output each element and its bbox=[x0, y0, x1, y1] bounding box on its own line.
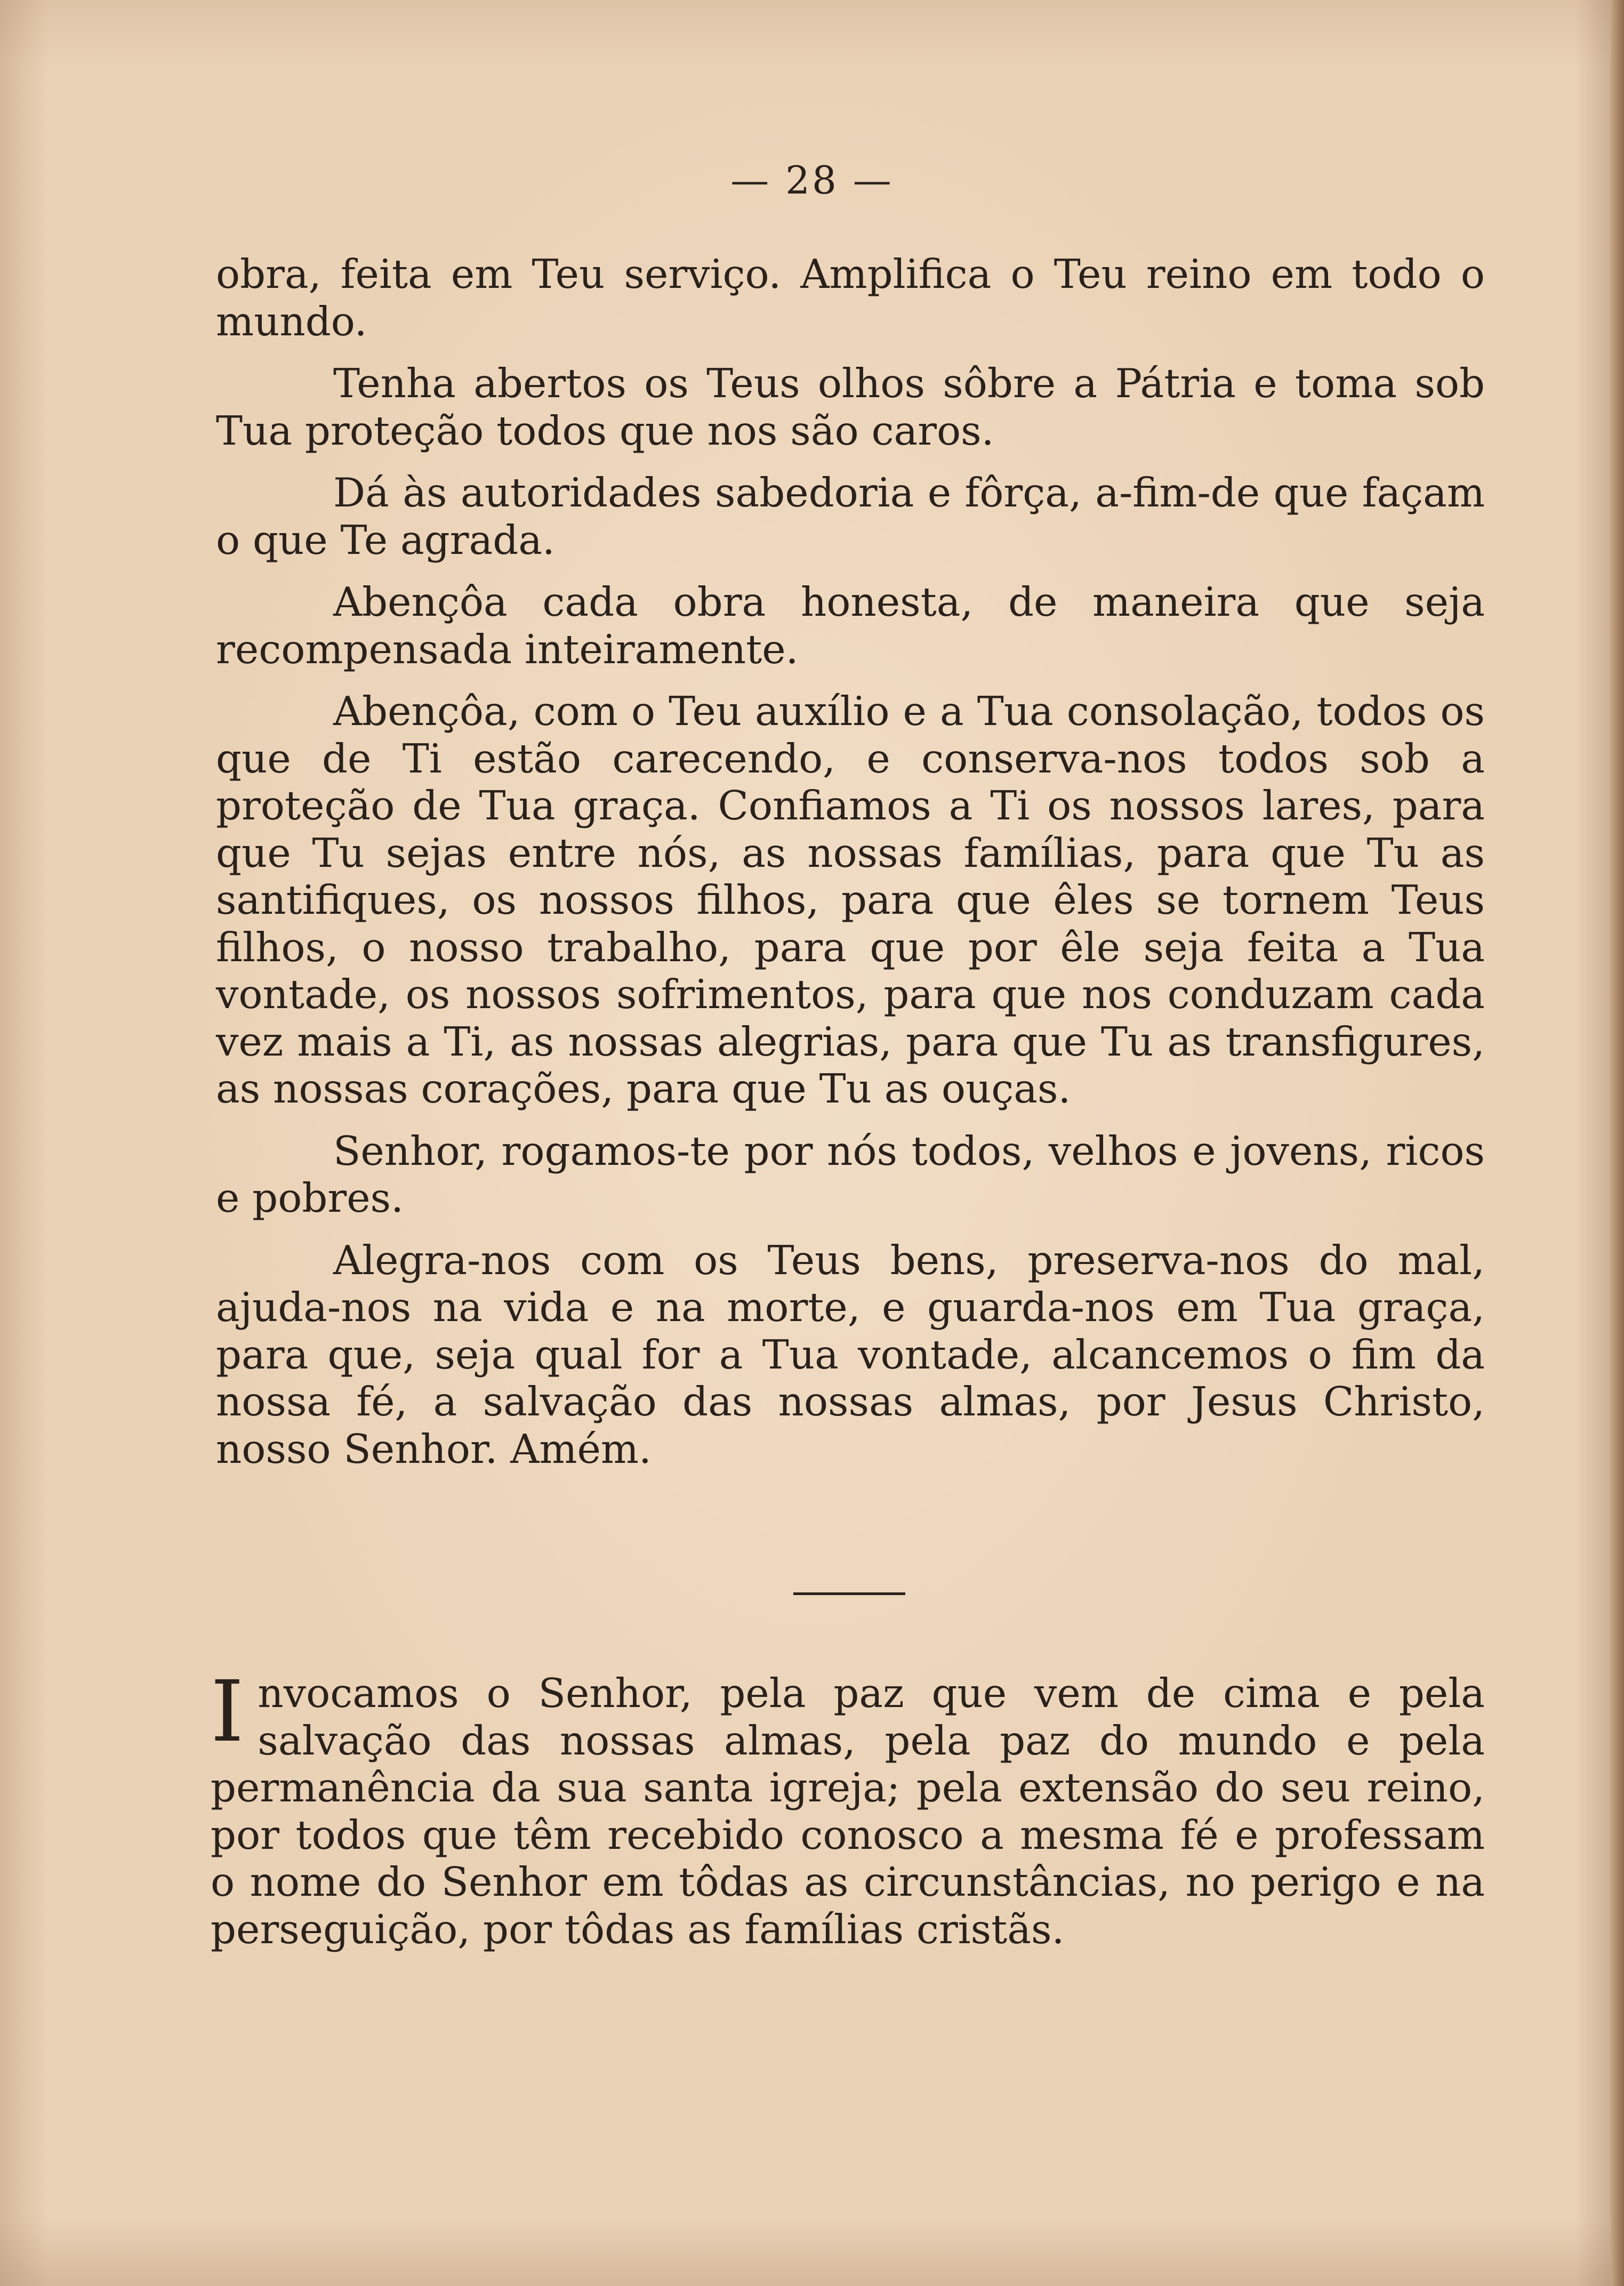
paragraph: Dá às autoridades sabedoria e fôrça, a-fim-de que façam o que Te agrada. bbox=[216, 469, 1485, 564]
paragraph: Alegra-nos com os Teus bens, preserva-nos do mal, ajuda-nos na vida e na morte, e guarda-nos em Tua graça, para que, seja qual for a Tua vontade, alcancemos o fim da nossa fé, a salvação das nossas almas, por Jesus Christo, nosso Senhor. Amém. bbox=[216, 1236, 1485, 1472]
paragraph: Tenha abertos os Teus olhos sôbre a Pátria e toma sob Tua proteção todos que nos são caros. bbox=[216, 360, 1485, 454]
paragraph: Abençôa cada obra honesta, de maneira que seja recompensada inteiramente. bbox=[216, 578, 1485, 673]
page-edge bbox=[1610, 0, 1624, 2286]
prayer-text-section-2 bbox=[211, 1663, 1485, 1953]
paragraph: Senhor, rogamos-te por nós todos, velhos e jovens, ricos e pobres. bbox=[216, 1127, 1485, 1221]
dropcap-letter: I bbox=[211, 1663, 244, 1761]
paragraph-continuation: obra, feita em Teu serviço. Amplifica o Teu reino em todo o mundo. bbox=[216, 251, 1485, 345]
prayer-text-section-1 bbox=[216, 251, 1485, 1487]
paragraph-with-dropcap bbox=[211, 1663, 1485, 1953]
page-number: — 28 — bbox=[730, 158, 894, 203]
paragraph-body: nvocamos o Senhor, pela paz que vem de cima e pela salvação das nossas almas, pela paz do mundo e pela permanência da sua santa igreja; pela extensão do seu reino, por todos que têm recebido conosco a mesma fé e professam o nome do Senhor em tôdas as circunstâncias, no perigo e na perseguição, por tôdas as famílias cristãs. bbox=[211, 1670, 1485, 1953]
paragraph: Abençôa, com o Teu auxílio e a Tua consolação, todos os que de Ti estão carecendo, e conserva-nos todos sob a proteção de Tua graça. Confiamos a Ti os nossos lares, para que Tu sejas entre nós, as nossas famílias, para que Tu as santifiques, os nossos filhos, para que êles se tornem Teus filhos, o nosso trabalho, para que por êle seja feita a Tua vontade, os nossos sofrimentos, para que nos conduzam cada vez mais a Ti, as nossas alegrias, para que Tu as transfigures, as nossas corações, para que Tu as ouças. bbox=[216, 688, 1485, 1112]
section-divider bbox=[793, 1592, 905, 1595]
